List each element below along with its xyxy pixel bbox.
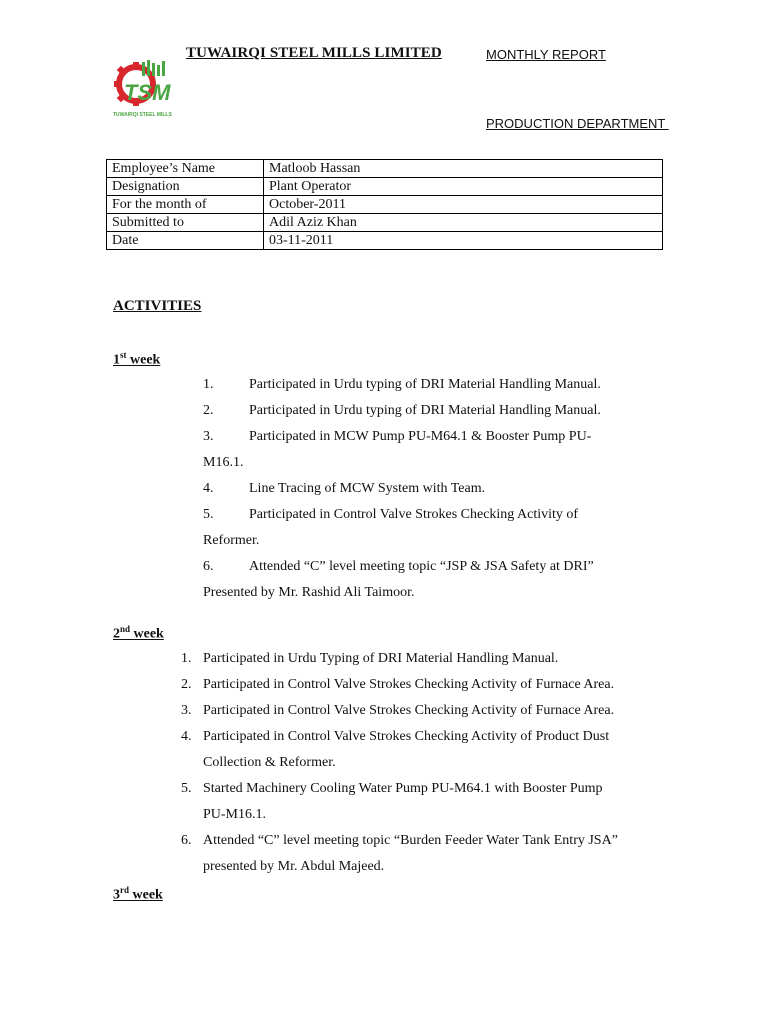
week-number: 1 (113, 352, 120, 368)
item-number: 1. (203, 377, 214, 392)
item-number: 6. (203, 559, 214, 574)
week-ordinal: nd (120, 624, 131, 634)
week-ordinal: st (120, 350, 127, 360)
list-item (203, 429, 591, 445)
table-row (107, 214, 663, 232)
item-text: Participated in Urdu typing of DRI Material Handling Manual. (249, 377, 601, 392)
item-number: 1. (181, 651, 192, 666)
item-text: Participated in Urdu Typing of DRI Material Handling Manual. (203, 651, 559, 666)
row-label: Date (107, 232, 264, 250)
tsm-logo-icon (112, 60, 174, 118)
row-label: Employee’s Name (107, 160, 264, 178)
list-item (181, 833, 618, 849)
list-item (203, 481, 485, 497)
list-item (203, 507, 578, 523)
row-value: 03-11-2011 (264, 232, 663, 250)
employee-info-table (106, 159, 663, 250)
item-text: Participated in Control Valve Strokes Checking Activity of (249, 507, 579, 522)
week-word: week (129, 887, 163, 903)
report-type: MONTHLY REPORT (486, 47, 606, 62)
item-text: Attended “C” level meeting topic “Burden Feeder Water Tank Entry JSA” (203, 833, 618, 848)
item-text: Started Machinery Cooling Water Pump PU-M64.1 with Booster Pump (203, 781, 603, 796)
row-value: Adil Aziz Khan (264, 214, 663, 232)
week-number: 2 (113, 626, 120, 642)
company-name: TUWAIRQI STEEL MILLS LIMITED (186, 45, 442, 61)
item-text: Attended “C” level meeting topic “JSP & JSA Safety at DRI” (249, 559, 594, 574)
item-number: 5. (181, 781, 192, 796)
item-continuation: presented by Mr. Abdul Majeed. (203, 859, 385, 874)
table-row (107, 232, 663, 250)
row-value: October-2011 (264, 196, 663, 214)
item-text: Participated in Control Valve Strokes Checking Activity of Furnace Area. (203, 703, 615, 718)
table-row (107, 160, 663, 178)
item-text: Participated in Control Valve Strokes Checking Activity of Product Dust (203, 729, 610, 744)
week-number: 3 (113, 887, 120, 903)
item-number: 5. (203, 507, 214, 522)
item-text: Participated in Urdu typing of DRI Material Handling Manual. (249, 403, 601, 418)
list-item (203, 377, 601, 393)
item-continuation: M16.1. (203, 455, 244, 470)
list-item (181, 729, 609, 745)
item-number: 2. (181, 677, 192, 692)
item-text: Line Tracing of MCW System with Team. (249, 481, 486, 496)
row-label: For the month of (107, 196, 264, 214)
list-item (203, 559, 594, 575)
item-number: 2. (203, 403, 214, 418)
company-logo (112, 60, 174, 118)
item-text: Participated in Control Valve Strokes Checking Activity of Furnace Area. (203, 677, 615, 692)
item-continuation: PU-M16.1. (203, 807, 267, 822)
item-continuation: Reformer. (203, 533, 260, 548)
week-word: week (126, 352, 161, 368)
list-item (181, 703, 614, 719)
list-item (203, 403, 601, 419)
week-1-heading (113, 350, 160, 369)
logo-subtext: TUWAIRQI STEEL MILLS (113, 112, 172, 118)
row-value: Matloob Hassan (264, 160, 663, 178)
item-continuation: Collection & Reformer. (203, 755, 336, 770)
table-row (107, 196, 663, 214)
item-number: 4. (203, 481, 214, 496)
row-label: Submitted to (107, 214, 264, 232)
list-item (181, 677, 614, 693)
item-number: 6. (181, 833, 192, 848)
activities-heading: ACTIVITIES (113, 298, 202, 314)
row-value: Plant Operator (264, 178, 663, 196)
logo-letters: TSM (124, 80, 171, 105)
list-item (181, 781, 603, 797)
table-row (107, 178, 663, 196)
row-label: Designation (107, 178, 264, 196)
week-3-heading (113, 885, 163, 904)
item-number: 3. (203, 429, 214, 444)
list-item (181, 651, 558, 667)
item-continuation: Presented by Mr. Rashid Ali Taimoor. (203, 585, 415, 600)
week-word: week (130, 626, 164, 642)
item-number: 4. (181, 729, 192, 744)
week-2-heading (113, 624, 164, 643)
department-name: PRODUCTION DEPARTMENT (486, 116, 669, 131)
week-ordinal: rd (120, 885, 129, 895)
item-number: 3. (181, 703, 192, 718)
item-text: Participated in MCW Pump PU-M64.1 & Booster Pump PU- (249, 429, 592, 444)
